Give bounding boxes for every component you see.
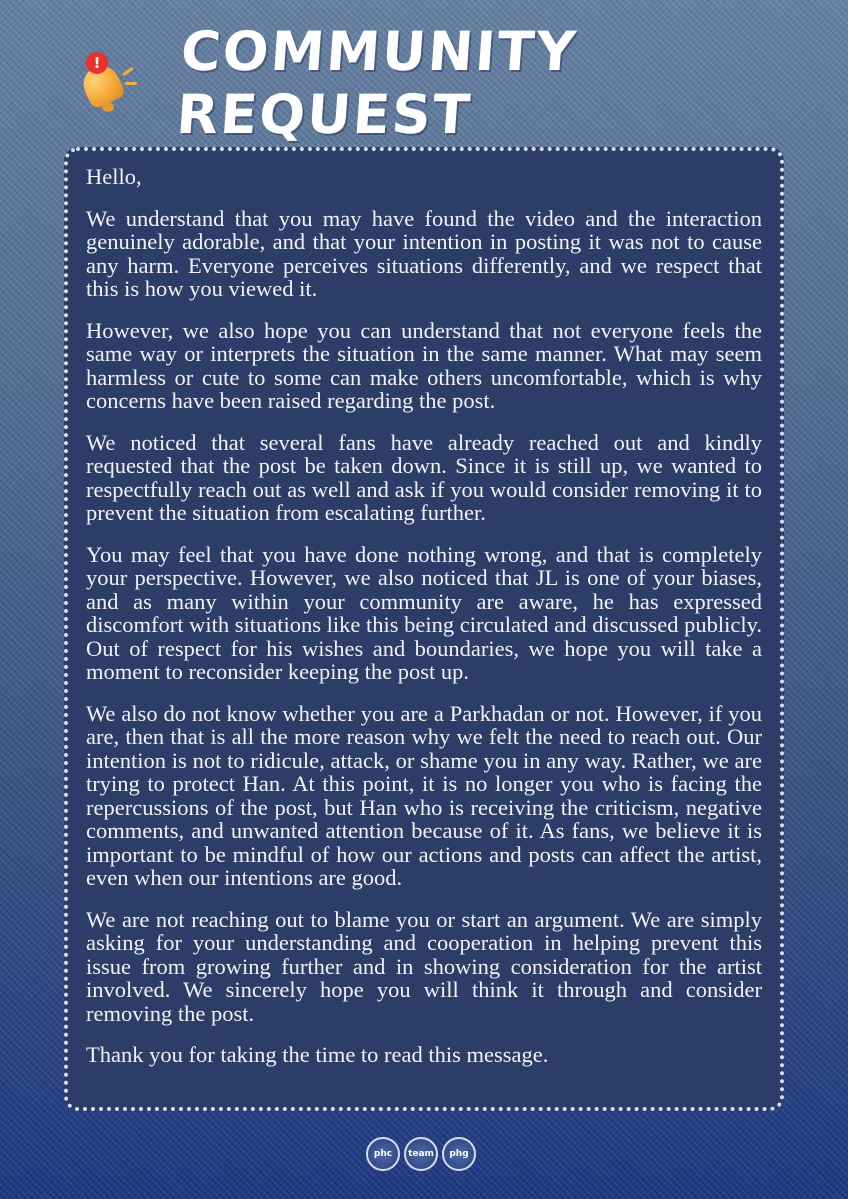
fanbase-logo-3: phg [442,1137,476,1171]
message-closing: Thank you for taking the time to read this message. [86,1042,549,1067]
message-paragraph-1: We understand that you may have found the video and the interaction genuinely adorable, and that your intention in posting it was not to cause any harm. Everyone perceives situations differently, and we respect that this is how you viewed it. [86,205,762,301]
footer-badges [366,1137,476,1171]
bell-ray [125,82,137,85]
message-paragraph-4: You may feel that you have done nothing wrong, and that is completely your perspective. However, we also noticed that JL is one of your biases, and as many within your community are aware, he has expressed discomfort with situations like this being circulated and discussed publicly. Out of respect for his wishes and boundaries, we hope you will take a moment to reconsider keeping the post up. [86,541,762,684]
message-paragraph-2: However, we also hope you can understand that not everyone feels the same way or interprets the situation in the same manner. What may seem harmless or cute to some can make others uncomfortable, which is why concerns have been raised regarding the post. [86,317,762,413]
page-title: COMMUNITY REQUEST [174,20,580,146]
bell-alert-icon [78,52,131,114]
bell-ray [122,67,134,76]
message-paragraph-5: We also do not know whether you are a Parkhadan or not. However, if you are, then that is all the more reason why we felt the need to reach out. Our intention is not to ridicule, attack, or shame you in any way. Rather, we are trying to protect Han. At this point, it is no longer you who is facing the repercussions of the post, but Han who is receiving the criticism, negative comments, and unwanted attention because of it. As fans, we believe it is important to be mindful of how our actions and posts can affect the artist, even when our intentions are good. [86,700,762,890]
header [78,20,848,146]
message-card [64,147,784,1111]
bell-clapper [102,102,114,112]
fanbase-logo-1: phc [366,1137,400,1171]
alert-badge-icon: ! [86,52,108,74]
message-paragraph-6: We are not reaching out to blame you or start an argument. We are simply asking for your understanding and cooperation in helping prevent this issue from growing further and in showing consideration for the artist involved. We sincerely hope you will think it through and consider removing the post. [86,906,762,1026]
fanbase-logo-2: team [404,1137,438,1171]
message-paragraph-3: We noticed that several fans have already reached out and kindly requested that the post be taken down. Since it is still up, we wanted to respectfully reach out as well and ask if you would consider removing it to prevent the situation from escalating further. [86,429,762,525]
message-greeting: Hello, [86,164,142,189]
